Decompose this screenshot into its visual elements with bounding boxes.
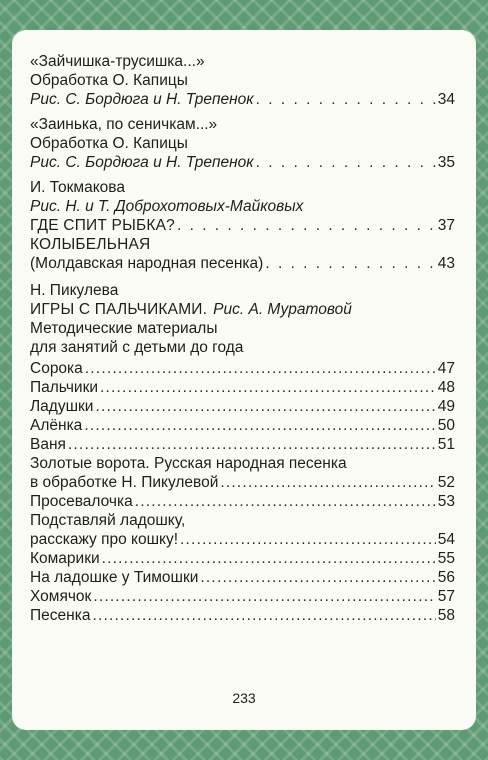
list-item — [30, 492, 455, 511]
page-ref: 47 — [437, 360, 455, 377]
page-ref: 53 — [437, 493, 455, 510]
page-ref: 37 — [437, 217, 455, 234]
entry-description: Методические материалы — [30, 320, 218, 337]
dot-leader — [95, 397, 435, 416]
entry-title: «Заинька, по сеничкам...» — [30, 116, 218, 133]
table-of-contents — [30, 52, 455, 631]
list-item — [30, 530, 455, 549]
list-item — [30, 378, 455, 397]
item-title: Комарики — [30, 550, 100, 567]
entry-title: ИГРЫ С ПАЛЬЧИКАМИ. — [30, 301, 208, 318]
dot-leader — [102, 549, 436, 568]
dot-leader — [92, 606, 435, 625]
page-ref: 57 — [437, 588, 455, 605]
list-item — [30, 568, 455, 587]
item-title: Пальчики — [30, 379, 99, 396]
dot-leader — [180, 530, 436, 549]
item-title: расскажу про кошку! — [30, 531, 179, 548]
dot-leader — [135, 492, 436, 511]
entry-title: ГДЕ СПИТ РЫБКА? — [30, 217, 175, 234]
list-item — [30, 397, 455, 416]
entry-adaptation: Обработка О. Капицы — [30, 135, 188, 152]
list-item — [30, 435, 455, 454]
page-ref: 51 — [437, 436, 455, 453]
page-ref: 58 — [437, 607, 455, 624]
toc-entry-zainka — [30, 115, 455, 172]
list-item — [30, 587, 455, 606]
page-ref: 56 — [437, 569, 455, 586]
dot-leader — [85, 359, 436, 378]
item-title: Ладушки — [30, 398, 94, 415]
entry-adaptation: Обработка О. Капицы — [30, 72, 188, 89]
item-title: Песенка — [30, 607, 91, 624]
item-title: Ваня — [30, 436, 66, 453]
list-item — [30, 416, 455, 435]
entry-title: «Зайчишка-трусишка...» — [30, 53, 205, 70]
item-title: Просевалочка — [30, 493, 133, 510]
page-ref: 35 — [437, 154, 455, 171]
page-ref: 34 — [437, 91, 455, 108]
item-title: Алёнка — [30, 417, 83, 434]
entry-author: Н. Пикулева — [30, 282, 119, 299]
page-ref: 43 — [437, 255, 455, 272]
entry-illustrators: Рис. С. Бордюга и Н. Трепенок — [30, 91, 254, 108]
dot-leader — [177, 216, 436, 235]
entry-subtitle: (Молдавская народная песенка) — [30, 255, 264, 272]
dot-leader — [84, 416, 435, 435]
item-title: Сорока — [30, 360, 83, 377]
page-number: 233 — [232, 690, 256, 706]
item-title: Хомячок — [30, 588, 92, 605]
list-item — [30, 473, 455, 492]
toc-entry-pikuleva — [30, 281, 455, 625]
item-title: На ладошке у Тимошки — [30, 569, 199, 586]
book-page — [12, 30, 476, 730]
list-item — [30, 606, 455, 625]
page-ref: 50 — [437, 417, 455, 434]
entry-title: КОЛЫБЕЛЬНАЯ — [30, 236, 151, 253]
list-item — [30, 359, 455, 378]
item-title: Золотые ворота. Русская народная песенка — [30, 455, 347, 472]
page-ref: 54 — [437, 531, 455, 548]
page-ref: 52 — [437, 474, 455, 491]
list-item — [30, 549, 455, 568]
toc-entry-zaychishka — [30, 52, 455, 109]
item-title: в обработке Н. Пикулевой — [30, 474, 219, 491]
dot-leader — [265, 254, 435, 273]
toc-entry-tokmakova — [30, 178, 455, 275]
dot-leader — [93, 587, 435, 606]
entry-author: И. Токмакова — [30, 179, 125, 196]
page-ref: 48 — [437, 379, 455, 396]
dot-leader — [100, 378, 436, 397]
entry-illustrators: Рис. А. Муратовой — [213, 301, 352, 318]
dot-leader — [256, 90, 436, 109]
dot-leader — [220, 473, 435, 492]
entry-illustrators: Рис. С. Бордюга и Н. Трепенок — [30, 154, 254, 171]
dot-leader — [256, 153, 436, 172]
entry-description: для занятий с детьми до года — [30, 339, 244, 356]
dot-leader — [68, 435, 436, 454]
entry-illustrators: Рис. Н. и Т. Доброхотовых-Майковых — [30, 198, 304, 215]
page-ref: 55 — [437, 550, 455, 567]
dot-leader — [200, 568, 435, 587]
item-title: Подставляй ладошку, — [30, 512, 186, 529]
page-ref: 49 — [437, 398, 455, 415]
